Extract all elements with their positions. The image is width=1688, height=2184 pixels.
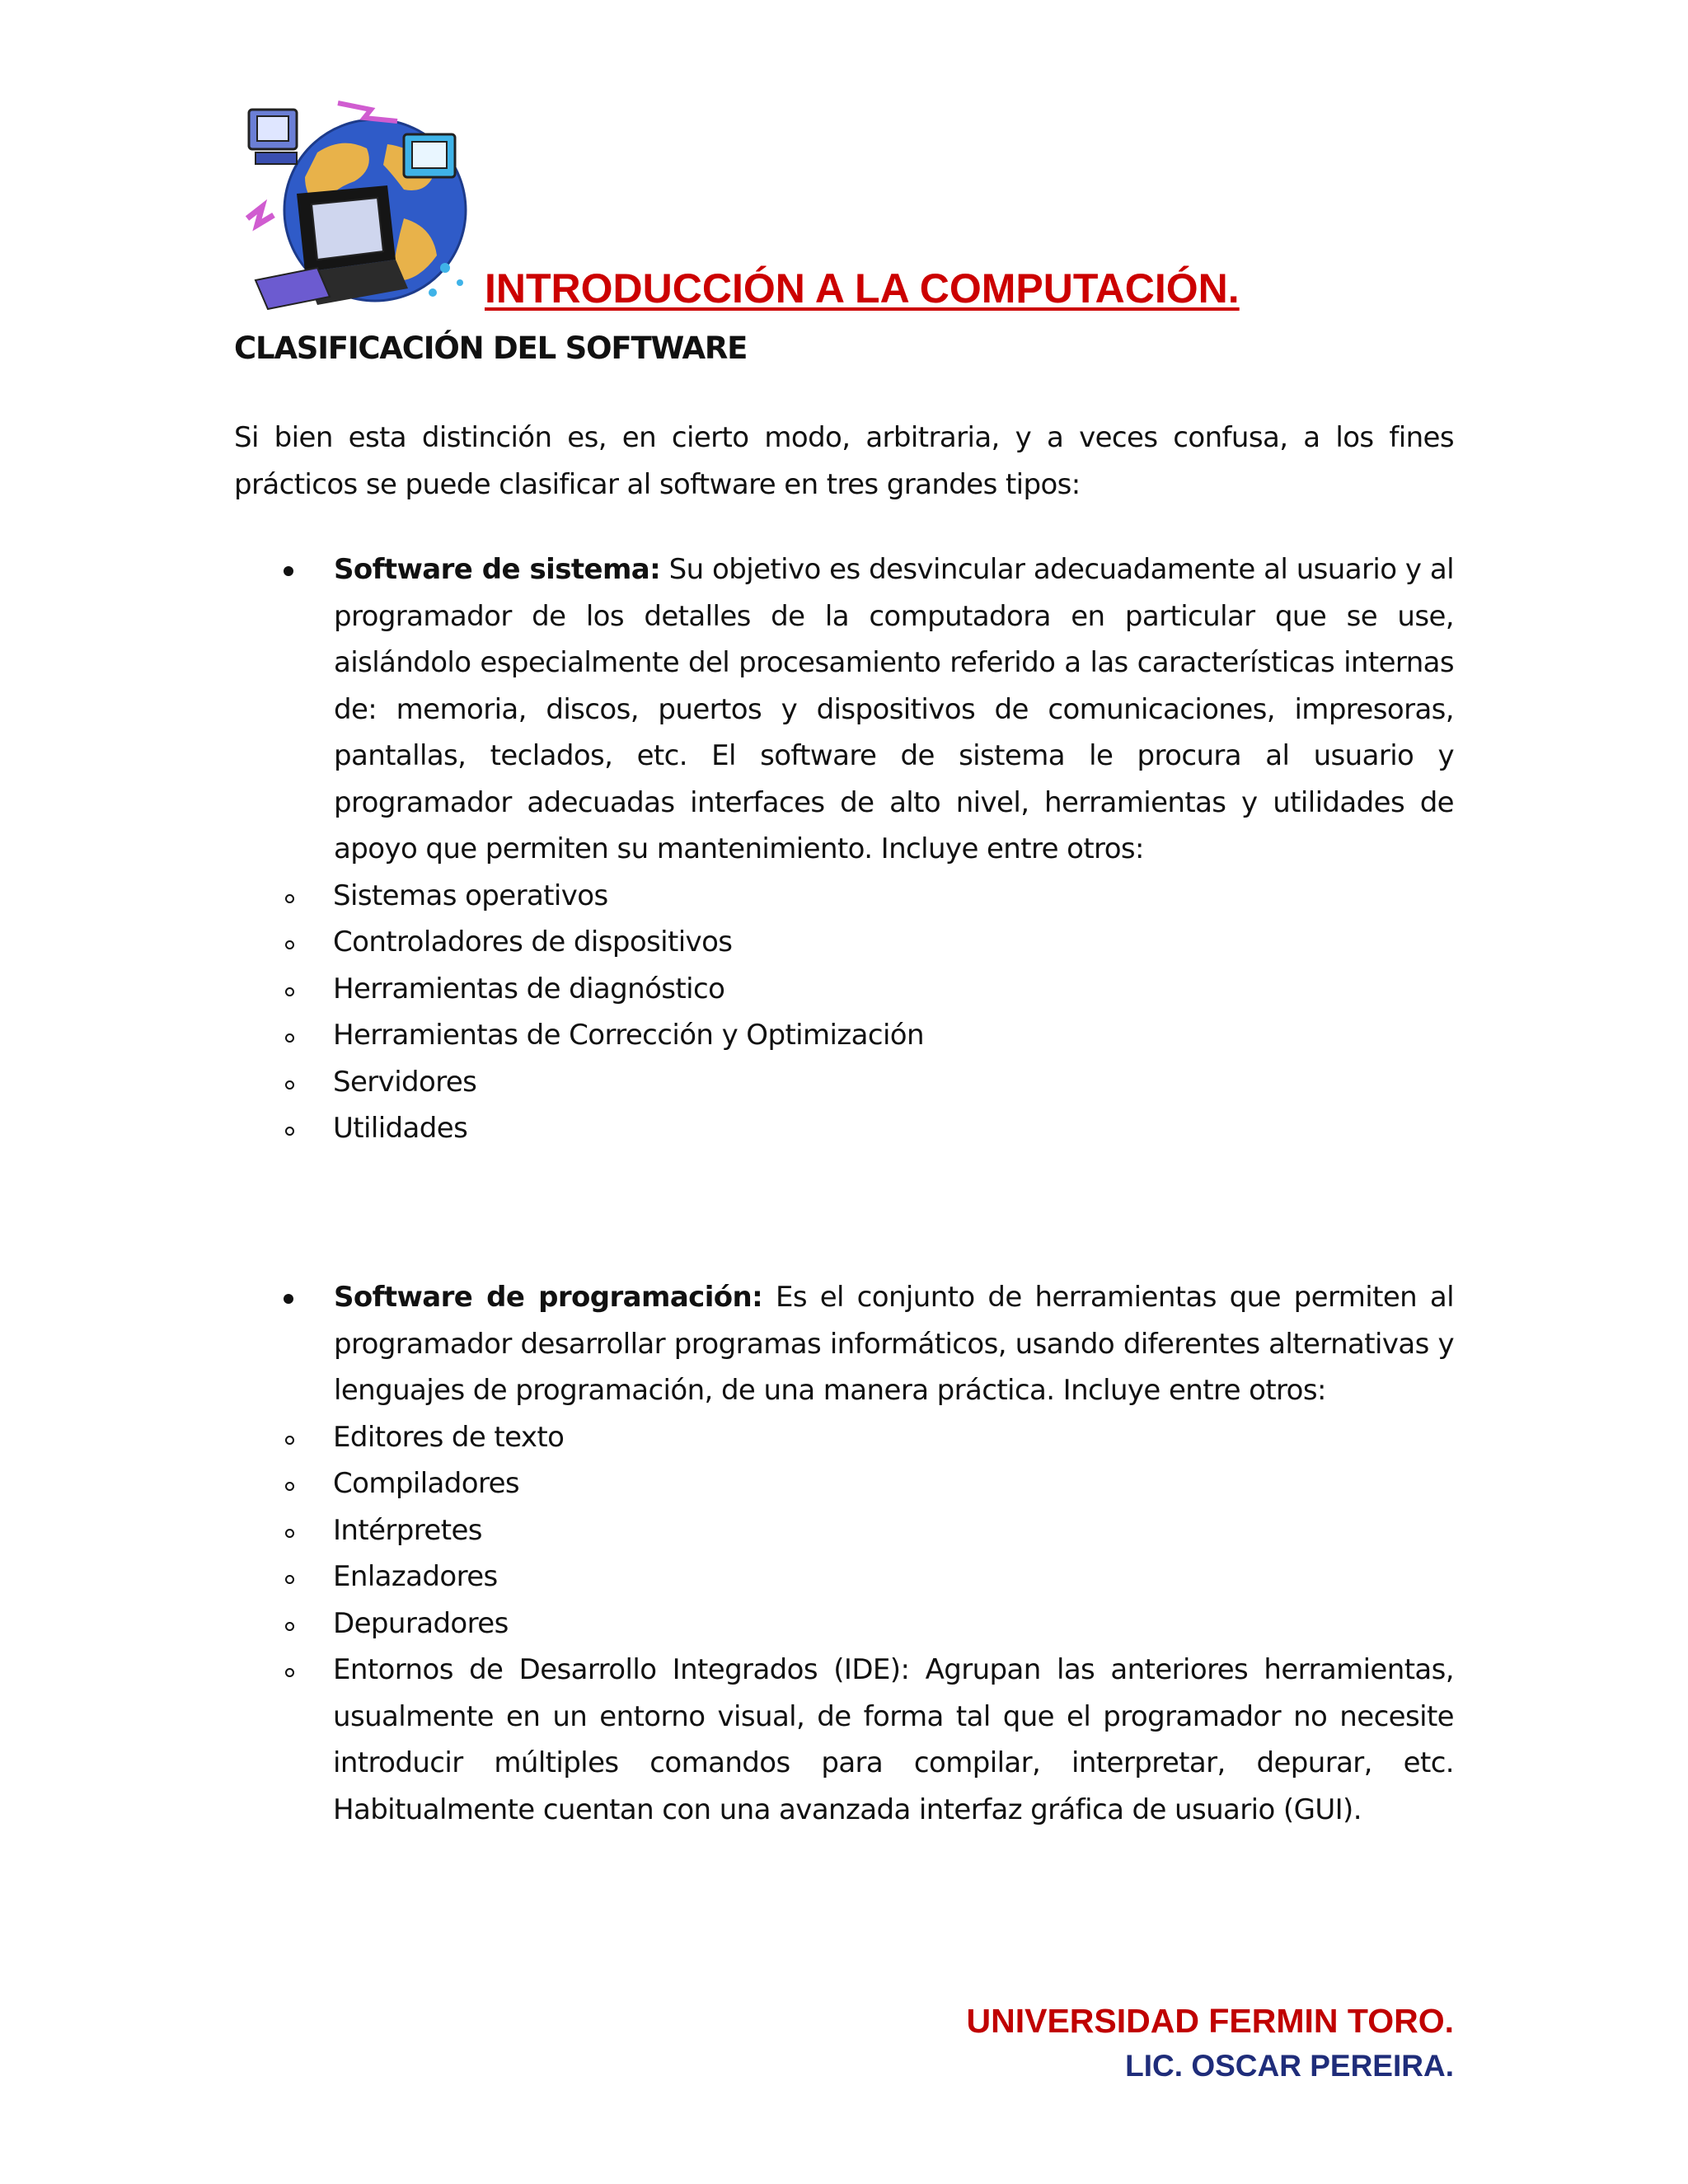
list-item-text: Sistemas operativos [333,879,608,912]
circle-bullet-icon [285,1436,294,1445]
circle-bullet-icon [285,1127,294,1136]
document-title: INTRODUCCIÓN A LA COMPUTACIÓN. [485,265,1240,312]
circle-bullet-icon [285,1668,294,1677]
list-item-text: Enlazadores [333,1560,498,1593]
list-item [333,1601,1454,1647]
list-item [333,919,1454,966]
circle-bullet-icon [285,1529,294,1538]
footer-university: UNIVERSIDAD FERMIN TORO. [966,2002,1454,2040]
section-label: Software de programación: [334,1281,763,1314]
list-item [333,1647,1454,1833]
list-item [333,1554,1454,1601]
bullet-icon [284,566,293,576]
list-item [333,1105,1454,1152]
section-heading: CLASIFICACIÓN DEL SOFTWARE [234,330,748,366]
list-item [333,1507,1454,1554]
list-item-text: Herramientas de Corrección y Optimización [333,1019,924,1052]
list-item-text: Utilidades [333,1112,468,1145]
circle-bullet-icon [285,1622,294,1631]
list-item-text: Editores de texto [333,1420,565,1454]
list-item-text: Entornos de Desarrollo Integrados (IDE): Agrupan las anteriores herramientas, usualmente en un entorno visual, de forma tal que el programador no necesite introducir múltiples comandos para compilar, interpretar, depurar, etc. Habitualmente cuentan con una avanzada interfaz gráfica de usuario (GUI). [333,1653,1454,1826]
list-item-text: Depuradores [333,1606,509,1640]
list-item [333,873,1454,920]
sub-list [234,1414,1454,1834]
list-item [333,966,1454,1013]
footer-author: LIC. OSCAR PEREIRA. [1125,2049,1454,2083]
circle-bullet-icon [285,987,294,996]
software-type-section [234,546,1454,1152]
list-item [333,1012,1454,1059]
list-item [333,1059,1454,1106]
circle-bullet-icon [285,1033,294,1043]
circle-bullet-icon [285,1080,294,1090]
section-paragraph [334,1274,1454,1414]
section-text: Es el conjunto de herramientas que permiten al programador desarrollar programas informáticos, usando diferentes alternativas y lenguajes de programación, de una manera práctica. Incluye entre otros: [334,1281,1454,1407]
section-label: Software de sistema: [334,553,661,586]
section-text: Su objetivo es desvincular adecuadamente al usuario y al programador de los detalles de la computadora en particular que se use, aislándolo especialmente del procesamiento referido a las características internas de: memoria, discos, puertos y dispositivos de comunicaciones, impresoras, pantallas, teclados, etc. El software de sistema le procura al usuario y programador adecuadas interfaces de alto nivel, herramientas y utilidades de apoyo que permiten su mantenimiento. Incluye entre otros: [334,553,1454,865]
list-item-text: Servidores [333,1065,477,1099]
list-item-text: Intérpretes [333,1513,482,1547]
list-item [333,1460,1454,1507]
sub-list [234,873,1454,1152]
circle-bullet-icon [285,940,294,949]
bullet-icon [284,1294,293,1304]
software-type-section [234,1274,1454,1833]
section-paragraph [334,546,1454,873]
circle-bullet-icon [285,894,294,903]
list-item-text: Herramientas de diagnóstico [333,972,725,1005]
circle-bullet-icon [285,1482,294,1491]
circle-bullet-icon [285,1575,294,1584]
intro-paragraph: Si bien esta distinción es, en cierto modo, arbitraria, y a veces confusa, a los fines prácticos se puede clasificar al software en tres grandes tipos: [234,421,1454,501]
list-item [333,1414,1454,1461]
list-item-text: Controladores de dispositivos [333,926,733,958]
list-item-text: Compiladores [333,1467,520,1500]
computer-globe-clipart-icon [239,95,486,313]
